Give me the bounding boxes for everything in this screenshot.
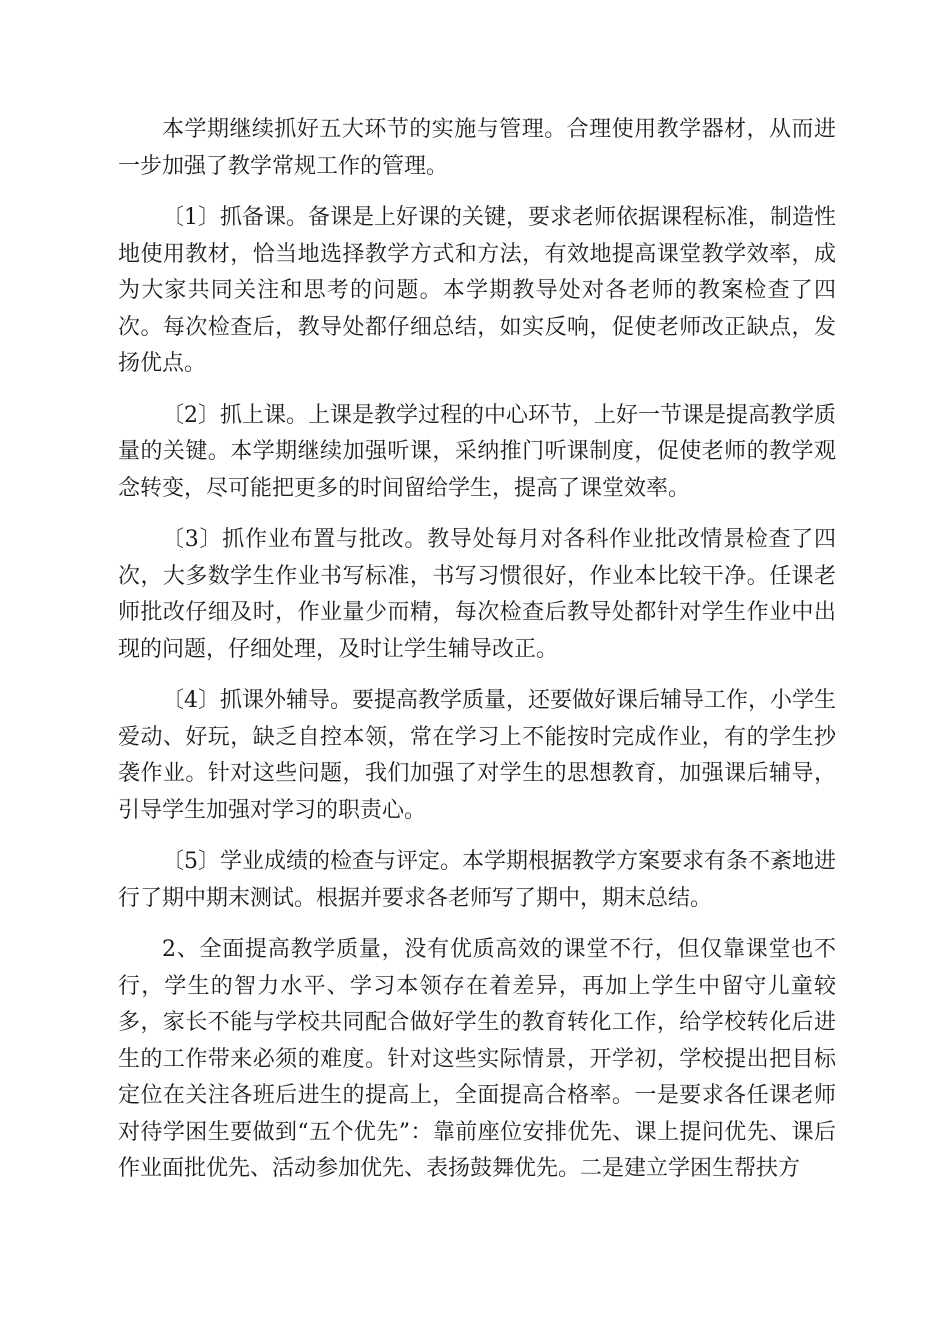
paragraph-quality-improvement: 2、全面提高教学质量，没有优质高效的课堂不行，但仅靠课堂也不行，学生的智力水平、学习本领存在着差异，再加上学生中留守儿童较多，家长不能与学校共同配合做好学生的教育转化工作，给学校转化后进生的工作带来必须的难度。针对这些实际情景，开学初，学校提出把目标定位在关注各班后进生的提高上，全面提高合格率。一是要求各任课老师对待学困生要做到“五个优先”：靠前座位安排优先、课上提问优先、课后作业面批优先、活动参加优先、表扬鼓舞优先。二是建立学困生帮扶方 xyxy=(118,937,836,1181)
paragraph-lesson-prep: 〔1〕抓备课。备课是上好课的关键，要求老师依据课程标准，制造性地使用教材，恰当地选择教学方式和方法，有效地提高课堂教学效率，成为大家共同关注和思考的问题。本学期教导处对各老师的教案检查了四次。每次检查后，教导处都仔细总结，如实反响，促使老师改正缺点，发扬优点。 xyxy=(118,205,836,376)
paragraph-homework: 〔3〕抓作业布置与批改。教导处每月对各科作业批改情景检查了四次，大多数学生作业书写标准，书写习惯很好，作业本比较干净。任课老师批改仔细及时，作业量少而精，每次检查后教导处都针对学生作业中出现的问题，仔细处理，及时让学生辅导改正。 xyxy=(118,527,836,662)
document-body xyxy=(118,112,836,1203)
paragraph-tutoring: 〔4〕抓课外辅导。要提高教学质量，还要做好课后辅导工作，小学生爱动、好玩，缺乏自控本领，常在学习上不能按时完成作业，有的学生抄袭作业。针对这些问题，我们加强了对学生的思想教育，加强课后辅导，引导学生加强对学习的职责心。 xyxy=(118,688,836,823)
paragraph-assessment: 〔5〕学业成绩的检查与评定。本学期根据教学方案要求有条不紊地进行了期中期末测试。根据并要求各老师写了期中，期末总结。 xyxy=(118,849,836,911)
paragraph-class-teaching: 〔2〕抓上课。上课是教学过程的中心环节，上好一节课是提高教学质量的关键。本学期继续加强听课，采纳推门听课制度，促使老师的教学观念转变，尽可能把更多的时间留给学生，提高了课堂效率。 xyxy=(118,402,836,501)
paragraph-intro: 本学期继续抓好五大环节的实施与管理。合理使用教学器材，从而进一步加强了教学常规工作的管理。 xyxy=(118,117,836,179)
